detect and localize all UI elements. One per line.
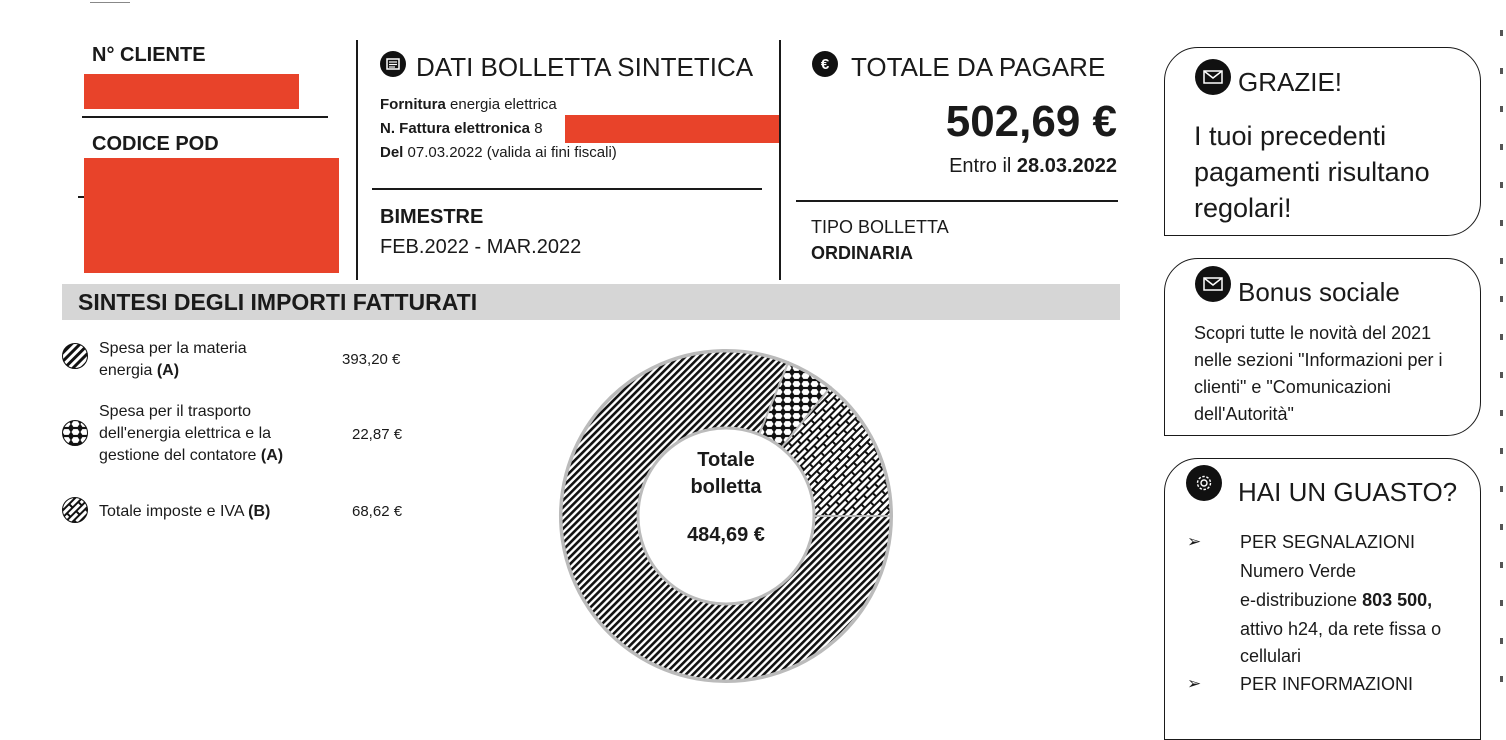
legend-trasporto-line3 [99, 445, 283, 467]
legend-label-materia [99, 338, 247, 382]
totale-title: TOTALE DA PAGARE [851, 52, 1106, 82]
legend-trasporto-line3-text: gestione del contatore [99, 447, 261, 464]
guasto-phone: 803 500, [1362, 590, 1433, 610]
guasto-b1-line5: cellulari [1240, 646, 1302, 666]
column-divider-2 [779, 40, 781, 280]
tipo-label: TIPO BOLLETTA [811, 217, 949, 237]
fattura-redaction [565, 115, 780, 143]
bimestre-label: BIMESTRE [380, 206, 484, 228]
grazie-line1: I tuoi precedenti [1194, 121, 1387, 151]
totale-divider [796, 200, 1118, 202]
legend-value-materia: 393,20 € [342, 351, 401, 368]
bonus-line4: dell'Autorità" [1194, 404, 1294, 424]
donut-center-title-line1: Totale [697, 449, 755, 471]
legend-materia-tag: (A) [156, 362, 180, 379]
guasto-b1-line4: attivo h24, da rete fissa o [1240, 619, 1442, 639]
guasto-b1-line3 [1240, 590, 1432, 611]
cliente-label: N° CLIENTE [92, 44, 206, 66]
grazie-line3: regolari! [1194, 193, 1292, 223]
bonus-line2: nelle sezioni "Informazioni per i [1194, 350, 1443, 370]
fornitura-bold: Fornitura [380, 96, 446, 113]
fornitura-text: energia elettrica [445, 96, 557, 113]
del-text: 07.03.2022 (valida ai fini fiscali) [403, 144, 617, 161]
legend-icon-imposte [62, 497, 88, 523]
totale-amount: 502,69 € [945, 97, 1117, 146]
gear-icon [1186, 465, 1222, 501]
left-divider [82, 116, 328, 118]
dati-divider [372, 188, 762, 190]
donut-chart [558, 348, 894, 684]
bonus-title: Bonus sociale [1238, 277, 1400, 307]
envelope-icon-bonus [1195, 266, 1231, 302]
bonus-line3: clienti" e "Comunicazioni [1194, 377, 1391, 397]
guasto-title: HAI UN GUASTO? [1238, 477, 1458, 507]
del-line [380, 144, 617, 161]
grazie-title: GRAZIE! [1238, 67, 1343, 97]
sintesi-title: SINTESI DEGLI IMPORTI FATTURATI [78, 289, 478, 315]
column-divider-1 [356, 40, 358, 280]
fattura-line [380, 120, 543, 137]
top-edge-fragment [90, 0, 130, 3]
dati-title: DATI BOLLETTA SINTETICA [416, 52, 754, 82]
guasto-b2-line1: PER INFORMAZIONI [1240, 674, 1414, 694]
grazie-line2: pagamenti risultano [1194, 157, 1430, 187]
guasto-bullet-2: ➢ [1187, 674, 1202, 693]
legend-label-trasporto [99, 401, 283, 467]
fattura-text: 8 [530, 120, 543, 137]
euro-icon: € [812, 51, 838, 77]
right-edge-marks [1500, 30, 1503, 700]
guasto-b1-line1: PER SEGNALAZIONI [1240, 532, 1416, 552]
legend-materia-line1: Spesa per la materia [99, 340, 247, 357]
bimestre-value: FEB.2022 - MAR.2022 [380, 236, 582, 258]
due-date-line [949, 155, 1117, 178]
guasto-b1-line2: Numero Verde [1240, 561, 1357, 581]
del-bold: Del [380, 144, 404, 161]
due-date: 28.03.2022 [1016, 155, 1117, 177]
legend-materia-line2 [99, 360, 247, 382]
legend-trasporto-line1: Spesa per il trasporto [99, 403, 252, 420]
pod-redaction [84, 158, 339, 273]
legend-imposte-tag: (B) [248, 503, 271, 520]
legend-imposte-text: Totale imposte e IVA [99, 503, 249, 520]
fornitura-line [380, 96, 557, 113]
envelope-icon [1195, 59, 1231, 95]
guasto-bullet-1: ➢ [1187, 532, 1202, 551]
guasto-b1-line3-text: e-distribuzione [1240, 590, 1363, 610]
legend-trasporto-tag: (A) [260, 447, 284, 464]
legend-label-imposte [99, 501, 270, 523]
tipo-value: ORDINARIA [811, 243, 913, 263]
legend-value-trasporto: 22,87 € [352, 426, 403, 443]
donut-center-title-line2: bolletta [690, 476, 762, 498]
legend-materia-line2-text: energia [99, 362, 157, 379]
legend-value-imposte: 68,62 € [352, 503, 403, 520]
donut-center-value: 484,69 € [687, 524, 765, 546]
due-prefix: Entro il [949, 155, 1017, 177]
fattura-bold: N. Fattura elettronica [380, 120, 531, 137]
legend-icon-trasporto [62, 420, 88, 446]
document-icon [380, 51, 406, 77]
legend-trasporto-line2: dell'energia elettrica e la [99, 425, 272, 442]
bonus-line1: Scopri tutte le novità del 2021 [1194, 323, 1432, 343]
cliente-redaction [84, 74, 299, 109]
legend-icon-materia [62, 343, 88, 369]
pod-label: CODICE POD [92, 133, 219, 155]
